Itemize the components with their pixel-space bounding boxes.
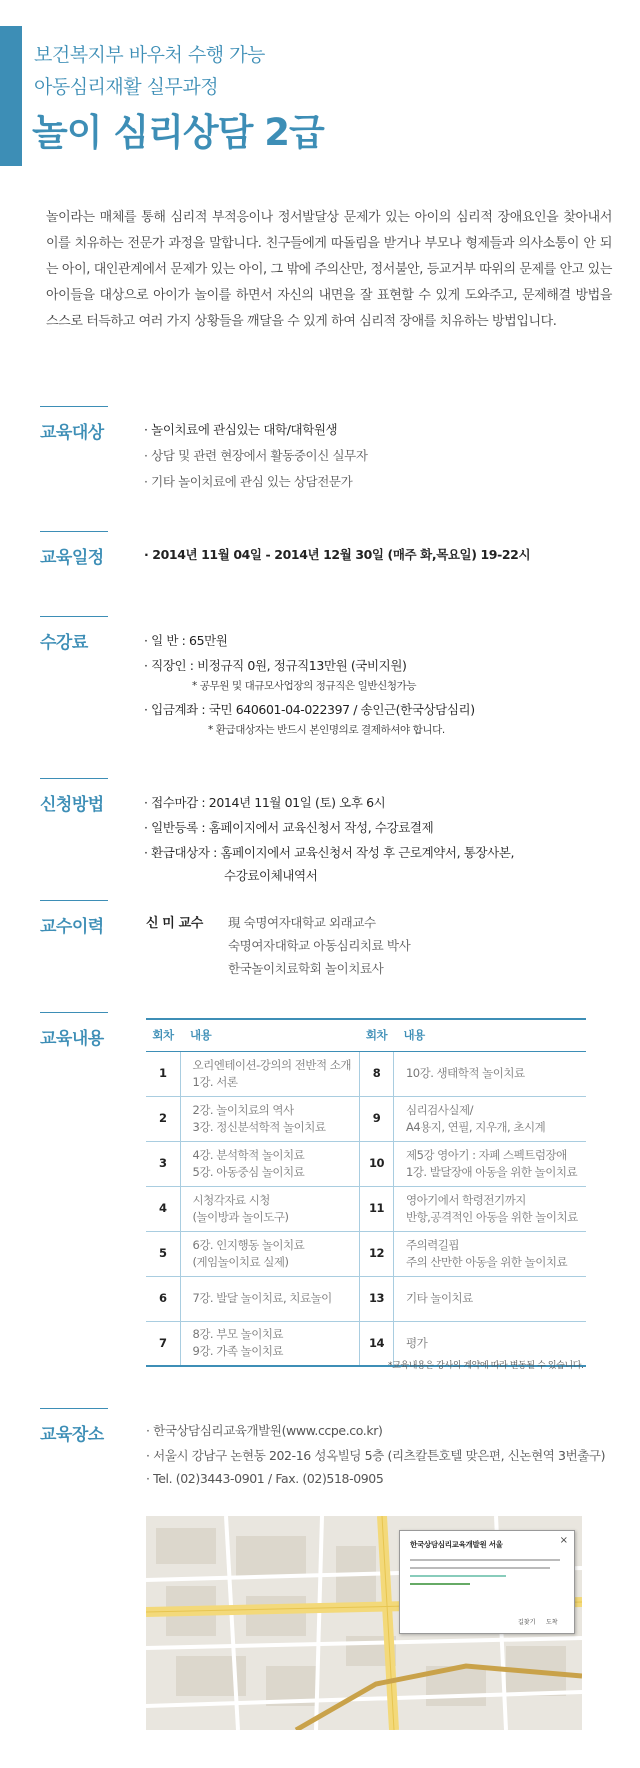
col-header-no-right: 회차 (359, 1019, 393, 1051)
section-title-schedule: 교육일정 (40, 543, 104, 568)
apply-refund-1: · 환급대상자 : 홈페이지에서 교육신청서 작성 후 근로계약서, 통장사본, (144, 845, 515, 860)
session-number: 3 (146, 1141, 180, 1186)
arrive-button[interactable]: 도착 (546, 1619, 558, 1626)
header-accent-bar (0, 26, 22, 166)
session-number: 2 (146, 1096, 180, 1141)
instructor-history-3: 한국놀이치료학회 놀이치료사 (228, 961, 384, 976)
section-title-target: 교육대상 (40, 418, 104, 443)
session-content (180, 1231, 359, 1276)
place-line-2: · 서울시 강남구 논현동 202-16 성옥빌딩 5층 (리츠칼튼호텔 맞은편, 신논현역 3번출구) (146, 1448, 606, 1463)
session-number: 6 (146, 1276, 180, 1321)
session-content-line: 주의력길핍 (405, 1237, 460, 1252)
session-content-line: 1강. 발달장애 아동을 위한 놀이치료 (405, 1164, 578, 1179)
session-content-line: 주의 산만한 아동을 위한 놀이치료 (405, 1254, 568, 1269)
table-row (146, 1141, 586, 1186)
session-content-line: 4강. 분석학적 놀이치료 (192, 1147, 305, 1162)
instructor-history-1: 現 숙명여자대학교 외래교수 (228, 915, 376, 930)
target-item-1: · 놀이치료에 관심있는 대학/대학원생 (144, 422, 338, 437)
session-number: 9 (359, 1096, 393, 1141)
map-info-popup[interactable] (399, 1530, 575, 1634)
section-title-instructor: 교수이력 (40, 912, 104, 937)
fee-general: · 일 반 : 65만원 (144, 633, 228, 648)
session-number: 7 (146, 1321, 180, 1366)
header-subtitle-2: 아동심리재활 실무과정 (34, 76, 219, 98)
session-content-line: 평가 (405, 1335, 428, 1350)
session-number: 8 (359, 1051, 393, 1096)
session-number: 13 (359, 1276, 393, 1321)
section-title-fee: 수강료 (40, 628, 88, 653)
session-content-line: 반항,공격적인 아동을 위한 놀이치료 (405, 1209, 578, 1224)
session-content (180, 1276, 359, 1321)
session-content-line: 심리검사실제/ (405, 1102, 473, 1117)
schedule-text: · 2014년 11월 04일 - 2014년 12월 30일 (매주 화,목요일) 19-22시 (144, 547, 531, 562)
session-number: 11 (359, 1186, 393, 1231)
section-title-apply: 신청방법 (40, 790, 104, 815)
session-content-line: 오리엔테이션-강의의 전반적 소개 (192, 1057, 351, 1072)
fee-account-note: * 환급대상자는 반드시 본인명의로 결제하셔야 합니다. (208, 724, 445, 736)
session-content (180, 1321, 359, 1366)
curriculum-table (146, 1018, 586, 1367)
session-number: 12 (359, 1231, 393, 1276)
route-button[interactable]: 길찾기 (518, 1619, 536, 1626)
map-popup-line (410, 1567, 550, 1569)
location-map[interactable] (146, 1516, 582, 1730)
session-content (180, 1141, 359, 1186)
session-content (393, 1141, 586, 1186)
intro-paragraph: 놀이라는 매체를 통해 심리적 부적응이나 정서발달상 문제가 있는 아이의 심리적 장애요인을 찾아내서 이를 치유하는 전문가 과정을 말합니다. 친구들에게 따돌림을 받거나 부모나 형제들과 의사소통이 안 되는 아이, 대인관계에서 문제가 있는 아이, 그 밖에 주의산만, 정서불안, 등교거부 따위의 문제를 안고 있는 아이들을 대상으로 아이가 놀이를 하면서 자신의 내면을 잘 표현할 수 있게 도와주고, 문제해결 방법을 스스로 터득하고 여러 가지 상황들을 깨달을 수 있게 하여 심리적 장애를 치유하는 방법입니다. (46, 210, 612, 329)
curriculum-note: *교육내용은 강사의 계약에 따라 변동될 수 있습니다. (388, 1361, 584, 1371)
session-content-line: (게임놀이치료 실제) (192, 1254, 289, 1269)
session-content-line: 2강. 놀이치료의 역사 (192, 1102, 294, 1117)
header-subtitle-1: 보건복지부 바우처 수행 가능 (34, 44, 265, 66)
section-title-place: 교육장소 (40, 1420, 104, 1445)
apply-deadline: · 접수마감 : 2014년 11월 01일 (토) 오후 6시 (144, 795, 386, 810)
table-row (146, 1186, 586, 1231)
col-header-content-left: 내용 (180, 1019, 359, 1051)
apply-refund-2: 수강료이체내역서 (224, 868, 318, 883)
map-popup-line (410, 1583, 470, 1585)
session-content (180, 1051, 359, 1096)
session-content-line: (놀이방과 놀이도구) (192, 1209, 289, 1224)
target-item-3: · 기타 놀이치료에 관심 있는 상담전문가 (144, 474, 353, 489)
session-content-line: 6강. 인지행동 놀이치료 (192, 1237, 305, 1252)
col-header-content-right: 내용 (393, 1019, 586, 1051)
session-content-line: A4용지, 연필, 지우개, 초시계 (405, 1119, 546, 1134)
map-popup-line (410, 1559, 560, 1561)
session-content-line: 8강. 부모 놀이치료 (192, 1327, 284, 1342)
session-content (393, 1186, 586, 1231)
fee-employee: · 직장인 : 비정규직 0원, 정규직13만원 (국비지원) (144, 658, 407, 673)
table-row (146, 1276, 586, 1321)
instructor-name: 신 미 교수 (146, 916, 203, 931)
map-popup-line (410, 1575, 506, 1577)
session-content-line: 제5강 영아기 : 자폐 스펙트럼장애 (405, 1147, 567, 1162)
instructor-history-2: 숙명여자대학교 아동심리치료 박사 (228, 938, 411, 953)
apply-general: · 일반등록 : 홈페이지에서 교육신청서 작성, 수강료결제 (144, 820, 434, 835)
session-number: 4 (146, 1186, 180, 1231)
session-content (180, 1096, 359, 1141)
session-content (393, 1276, 586, 1321)
session-content-line: 1강. 서론 (192, 1074, 238, 1089)
section-title-curriculum: 교육내용 (40, 1024, 104, 1049)
map-popup-title: 한국상담심리교육개발원 서울 (410, 1540, 503, 1549)
place-line-3: · Tel. (02)3443-0901 / Fax. (02)518-0905 (146, 1471, 384, 1486)
session-number: 14 (359, 1321, 393, 1366)
session-content-line: 3강. 정신분석학적 놀이치료 (192, 1119, 326, 1134)
session-content (180, 1186, 359, 1231)
target-item-2: · 상담 및 관련 현장에서 활동중이신 실무자 (144, 448, 368, 463)
session-content (393, 1231, 586, 1276)
place-line-1: · 한국상담심리교육개발원(www.ccpe.co.kr) (146, 1423, 383, 1438)
table-row (146, 1096, 586, 1141)
session-content-line: 기타 놀이치료 (405, 1291, 473, 1305)
session-content (393, 1051, 586, 1096)
session-content-line: 영아기에서 학령전기까지 (405, 1192, 526, 1207)
session-content-line: 10강. 생태학적 놀이치료 (405, 1066, 525, 1080)
table-row (146, 1231, 586, 1276)
session-content-line: 7강. 발달 놀이치료, 치료놀이 (192, 1291, 332, 1305)
fee-employee-note: * 공무원 및 대규모사업장의 정규직은 일반신청가능 (192, 680, 417, 692)
page-title: 놀이 심리상담 2급 (32, 111, 324, 154)
session-content-line: 시청각자료 시청 (192, 1192, 270, 1207)
session-number: 1 (146, 1051, 180, 1096)
session-number: 5 (146, 1231, 180, 1276)
table-row (146, 1051, 586, 1096)
fee-account: · 입금계좌 : 국민 640601-04-022397 / 송인근(한국상담심리) (144, 702, 475, 717)
session-content (393, 1096, 586, 1141)
col-header-no-left: 회차 (146, 1019, 180, 1051)
session-number: 10 (359, 1141, 393, 1186)
session-content-line: 5강. 아동중심 놀이치료 (192, 1164, 305, 1179)
session-content-line: 9강. 가족 놀이치료 (192, 1344, 284, 1359)
close-icon[interactable]: × (559, 1535, 568, 1546)
